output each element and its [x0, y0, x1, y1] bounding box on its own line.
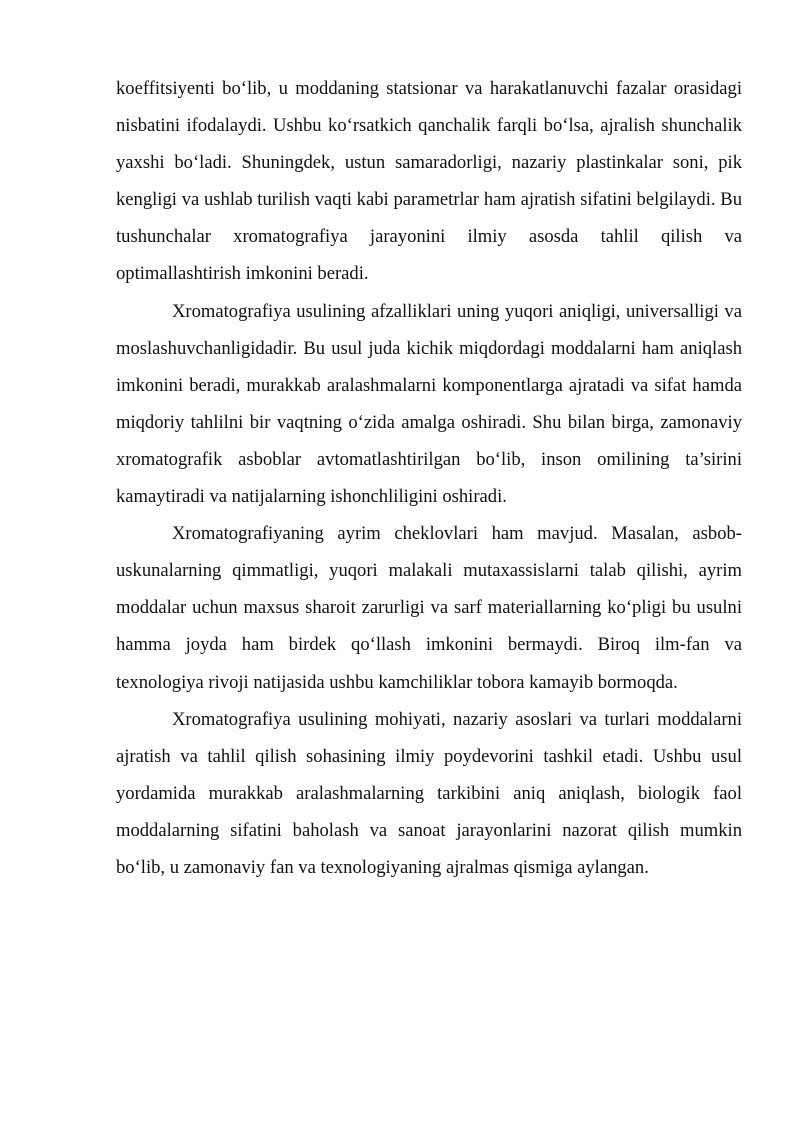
document-page	[116, 70, 742, 886]
paragraph-limitations: Xromatografiyaning ayrim cheklovlari ham mavjud. Masalan, asbob-uskunalarning qimmatligi, yuqori malakali mutaxassislarni talab qilishi, ayrim moddalar uchun maxsus sharoit zarurligi va sarf materiallarning ko‘pligi bu usulni hamma joyda ham birdek qo‘llash imkonini bermaydi. Biroq ilm-fan va texnologiya rivoji natijasida ushbu kamchiliklar tobora kamayib bormoqda.	[116, 523, 742, 693]
paragraph-continuation: koeffitsiyenti bo‘lib, u moddaning statsionar va harakatlanuvchi fazalar orasidagi nisbatini ifodalaydi. Ushbu ko‘rsatkich qanchalik farqli bo‘lsa, ajralish shunchalik yaxshi bo‘ladi. Shuningdek, ustun samaradorligi, nazariy plastinkalar soni, pik kengligi va ushlab turilish vaqti kabi parametrlar ham ajratish sifatini belgilaydi. Bu tushunchalar xromatografiya jarayonini ilmiy asosda tahlil qilish va optimallashtirish imkonini beradi.	[116, 78, 742, 285]
paragraph-advantages: Xromatografiya usulining afzalliklari uning yuqori aniqligi, universalligi va moslashuvchanligidadir. Bu usul juda kichik miqdordagi moddalarni ham aniqlash imkonini beradi, murakkab aralashmalarni komponentlarga ajratadi va sifat hamda miqdoriy tahlilni bir vaqtning o‘zida amalga oshiradi. Shu bilan birga, zamonaviy xromatografik asboblar avtomatlashtirilgan bo‘lib, inson omilining ta’sirini kamaytiradi va natijalarning ishonchliligini oshiradi.	[116, 300, 742, 508]
paragraph-conclusion: Xromatografiya usulining mohiyati, nazariy asoslari va turlari moddalarni ajratish va tahlil qilish sohasining ilmiy poydevorini tashkil etadi. Ushbu usul yordamida murakkab aralashmalarning tarkibini aniq aniqlash, biologik faol moddalarning sifatini baholash va sanoat jarayonlarini nazorat qilish mumkin bo‘lib, u zamonaviy fan va texnologiyaning ajralmas qismiga aylangan.	[116, 708, 742, 878]
